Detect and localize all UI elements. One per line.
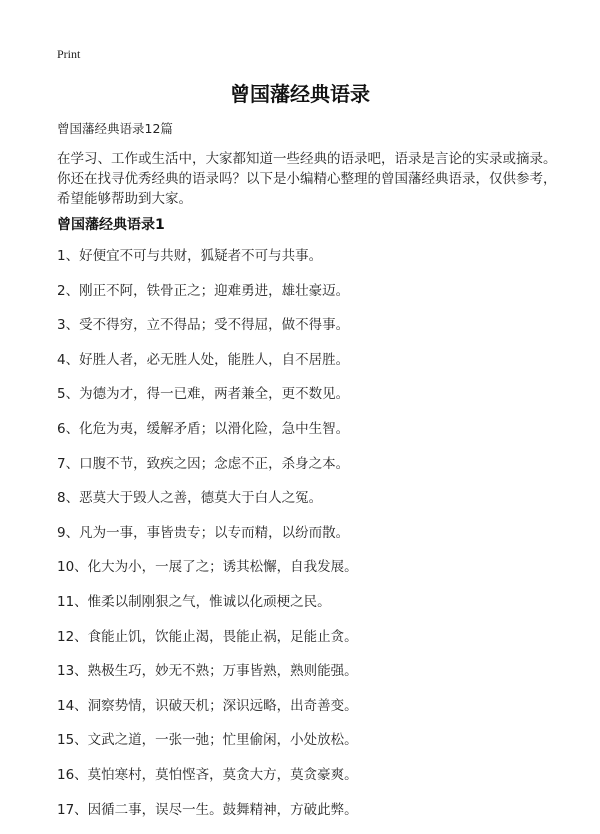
list-item: 15、文武之道，一张一弛；忙里偷闲，小处放松。	[57, 730, 358, 765]
list-item: 14、洞察势情，识破天机；深识远略，出奇善变。	[57, 696, 358, 731]
list-item: 10、化大为小，一展了之；诱其松懈，自我发展。	[57, 557, 358, 592]
subtitle: 曾国藩经典语录12篇	[57, 119, 173, 137]
print-link[interactable]: Print	[57, 47, 80, 62]
list-item: 17、因循二事，误尽一生。鼓舞精神，方破此弊。	[57, 800, 358, 834]
list-item: 6、化危为夷，缓解矛盾；以滑化险，急中生智。	[57, 419, 358, 454]
intro-paragraph: 在学习、工作或生活中，大家都知道一些经典的语录吧，语录是言论的实录或摘录。你还在找寻优秀经典的语录吗？以下是小编精心整理的曾国藩经典语录，仅供参考，希望能够帮助到大家。	[57, 149, 557, 209]
list-item: 11、惟柔以制刚狠之气，惟诚以化顽梗之民。	[57, 592, 358, 627]
list-item: 9、凡为一事，事皆贵专；以专而精，以纷而散。	[57, 523, 358, 558]
list-item: 5、为德为才，得一已难，两者兼全，更不数见。	[57, 384, 358, 419]
list-item: 12、食能止饥，饮能止渴，畏能止祸，足能止贪。	[57, 627, 358, 662]
list-item: 3、受不得穷，立不得品；受不得屈，做不得事。	[57, 315, 358, 350]
list-item: 16、莫怕寒村，莫怕悭吝，莫贪大方，莫贪豪爽。	[57, 765, 358, 800]
quote-list	[57, 246, 358, 834]
list-item: 1、好便宜不可与共财，狐疑者不可与共事。	[57, 246, 358, 281]
list-item: 7、口腹不节，致疾之因；念虑不正，杀身之本。	[57, 454, 358, 489]
section-heading: 曾国藩经典语录1	[57, 214, 165, 234]
page-title: 曾国藩经典语录	[0, 78, 600, 107]
list-item: 2、刚正不阿，铁骨正之；迎难勇进，雄壮豪迈。	[57, 281, 358, 316]
list-item: 13、熟极生巧，妙无不熟；万事皆熟，熟则能强。	[57, 661, 358, 696]
list-item: 4、好胜人者，必无胜人处，能胜人，自不居胜。	[57, 350, 358, 385]
list-item: 8、恶莫大于毁人之善，德莫大于白人之冤。	[57, 488, 358, 523]
